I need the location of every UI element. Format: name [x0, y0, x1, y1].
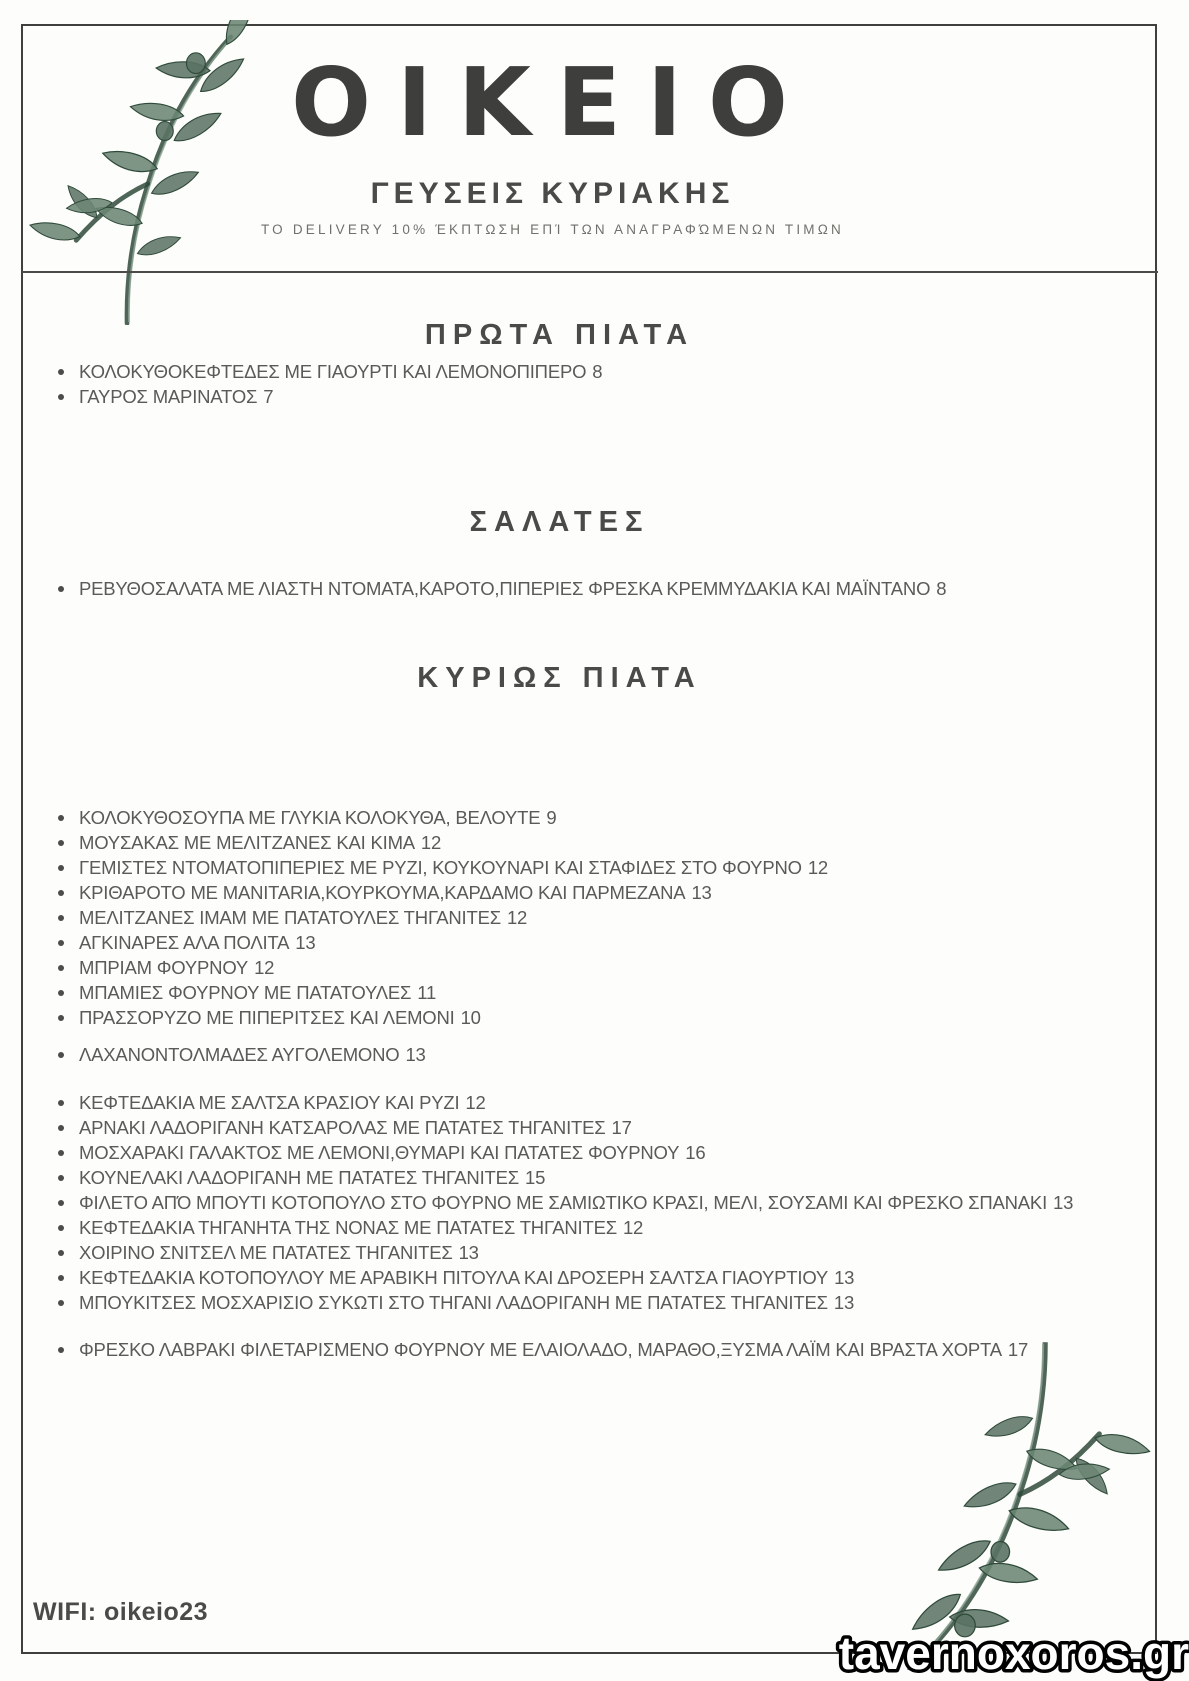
bullet-icon — [58, 1300, 64, 1306]
menu-item-name: ΜΟΣΧΑΡΑΚΙ ΓΑΛΑΚΤΟΣ ΜΕ ΛΕΜΟΝΙ,ΘΥΜΑΡΙ ΚΑΙ ΠΑΤΑΤΕΣ ΦΟΥΡΝΟΥ — [79, 1141, 680, 1163]
menu-item-name: ΛΑΧΑΝΟΝΤΟΛΜΑΔΕΣ ΑΥΓΟΛΕΜΟΝΟ — [79, 1043, 400, 1065]
menu-item — [58, 576, 1189, 601]
bullet-icon — [58, 890, 64, 896]
menu-item-name: ΚΕΦΤΕΔΑΚΙΑ ΚΟΤΟΠΟΥΛΟΥ ΜΕ ΑΡΑΒΙΚΗ ΠΙΤΟΥΛΑ ΚΑΙ ΔΡΟΣΕΡΗ ΣΑΛΤΣΑ ΓΙΑΟΥΡΤΙΟΥ — [79, 1266, 829, 1288]
menu-group — [0, 359, 1189, 409]
menu-group — [0, 576, 1189, 601]
menu-item — [58, 880, 1189, 905]
bullet-icon — [58, 915, 64, 921]
menu-section — [0, 315, 1189, 409]
wifi-label: WIFI: oikeio23 — [33, 1598, 209, 1626]
menu-group — [0, 1090, 1189, 1315]
bullet-icon — [58, 865, 64, 871]
menu-item-name: ΧΟΙΡΙΝΟ ΣΝΙΤΣΕΛ ΜΕ ΠΑΤΑΤΕΣ ΤΗΓΑΝΙΤΕΣ — [79, 1241, 453, 1263]
menu-item — [58, 1240, 1189, 1265]
menu-item-price: 12 — [465, 1091, 486, 1113]
section-heading: ΣΑΛΑΤΕΣ — [469, 506, 650, 538]
menu-item — [58, 955, 1189, 980]
menu-item-name: ΜΠΟΥΚΙΤΣΕΣ ΜΟΣΧΑΡΙΣΙΟ ΣΥΚΩΤΙ ΣΤΟ ΤΗΓΑΝΙ ΛΑΔΟΡΙΓΑΝΗ ΜΕ ΠΑΤΑΤΕΣ ΤΗΓΑΝΙΤΕΣ — [79, 1291, 828, 1313]
menu-item-name: ΜΠΡΙΑΜ ΦΟΥΡΝΟΥ — [79, 956, 249, 978]
section-groups — [0, 359, 1189, 409]
menu-item-name: ΦΙΛΕΤΟ ΑΠΌ ΜΠΟΥΤΙ ΚΟΤΟΠΟΥΛΟ ΣΤΟ ΦΟΥΡΝΟ ΜΕ ΣΑΜΙΩΤΙΚΟ ΚΡΑΣΙ, ΜΕΛΙ, ΣΟΥΣΑΜΙ ΚΑΙ ΦΡΕΣΚΟ ΣΠΑΝΑΚΙ — [79, 1191, 1048, 1213]
menu-item-price: 8 — [936, 577, 947, 599]
bullet-icon — [58, 1150, 64, 1156]
menu-item-name: ΡΕΒΥΘΟΣΑΛΑΤΑ ΜΕ ΛΙΑΣΤΗ ΝΤΟΜΑΤΑ,ΚΑΡΟΤΟ,ΠΙΠΕΡΙΕΣ ΦΡΕΣΚΑ ΚΡΕΜΜΥΔΑΚΙΑ ΚΑΙ ΜΑΪΝΤΑΝΟ — [79, 577, 931, 599]
restaurant-title: ΟΙΚΕΙΟ — [291, 49, 814, 158]
bullet-icon — [58, 1347, 64, 1353]
menu-item-price: 15 — [524, 1166, 546, 1188]
menu-item-price: 12 — [506, 906, 528, 928]
menu-item-name: ΓΑΥΡΟΣ ΜΑΡΙΝΑΤΟΣ — [79, 385, 258, 407]
menu-item-price: 13 — [295, 931, 316, 953]
menu-item-price: 13 — [691, 881, 712, 903]
menu-section — [0, 502, 1189, 601]
menu-item-price: 9 — [546, 806, 557, 828]
menu-item-price: 17 — [611, 1116, 632, 1138]
menu-item-price: 13 — [833, 1291, 855, 1313]
menu-item-name: ΑΡΝΑΚΙ ΛΑΔΟΡΙΓΑΝΗ ΚΑΤΣΑΡΟΛΑΣ ΜΕ ΠΑΤΑΤΕΣ ΤΗΓΑΝΙΤΕΣ — [79, 1116, 606, 1138]
bullet-icon — [58, 965, 64, 971]
menu-item-price: 12 — [807, 856, 828, 878]
menu-item-price: 10 — [460, 1006, 481, 1028]
menu-item-price: 12 — [254, 956, 275, 978]
menu-item — [58, 805, 1189, 830]
bullet-icon — [58, 1015, 64, 1021]
bullet-icon — [58, 990, 64, 996]
bullet-icon — [58, 586, 64, 592]
menu-subtitle: ΓΕΥΣΕΙΣ ΚΥΡΙΑΚΗΣ — [370, 177, 735, 211]
menu-item-price: 11 — [417, 981, 437, 1003]
menu-group — [0, 1337, 1189, 1362]
menu-item-price: 17 — [1007, 1338, 1029, 1360]
bullet-icon — [58, 840, 64, 846]
menu-item-price: 13 — [1053, 1191, 1074, 1213]
section-groups — [0, 805, 1189, 1362]
bullet-icon — [58, 1100, 64, 1106]
bullet-icon — [58, 1175, 64, 1181]
menu-item-price: 16 — [685, 1141, 706, 1163]
bullet-icon — [58, 940, 64, 946]
bullet-icon — [58, 1200, 64, 1206]
menu-item-name: ΜΟΥΣΑΚΑΣ ΜΕ ΜΕΛΙΤΖΑΝΕΣ ΚΑΙ ΚΙΜΑ — [79, 831, 415, 853]
menu-item-name: ΜΠΑΜΙΕΣ ΦΟΥΡΝΟΥ ΜΕ ΠΑΤΑΤΟΥΛΕΣ — [79, 981, 412, 1003]
menu-item — [58, 1265, 1189, 1290]
bullet-icon — [58, 1250, 64, 1256]
menu-item-name: ΠΡΑΣΣΟΡΥΖΟ ΜΕ ΠΙΠΕΡΙΤΣΕΣ ΚΑΙ ΛΕΜΟΝΙ — [79, 1006, 455, 1028]
menu-item-price: 13 — [834, 1266, 855, 1288]
menu-item — [58, 1090, 1189, 1115]
watermark-text: tavernoxoros.gr — [838, 1627, 1189, 1679]
menu-item-name: ΚΕΦΤΕΔΑΚΙΑ ΜΕ ΣΑΛΤΣΑ ΚΡΑΣΙΟΥ ΚΑΙ ΡΥΖΙ — [79, 1091, 460, 1113]
menu-item — [58, 1337, 1189, 1362]
watermark — [793, 1619, 1189, 1681]
menu-item — [58, 1290, 1189, 1315]
section-heading: ΠΡΩΤΑ ΠΙΑΤΑ — [424, 319, 695, 351]
bullet-icon — [58, 369, 64, 375]
delivery-tagline: ΤΟ DELIVERY 10% ΈΚΠΤΩΣΗ ΕΠΊ ΤΩΝ ΑΝΑΓΡΑΦΏΜΕΝΩΝ ΤΙΜΩΝ — [260, 222, 844, 238]
menu-item — [58, 855, 1189, 880]
menu-item-price: 7 — [263, 385, 274, 407]
menu-item-price: 12 — [622, 1216, 644, 1238]
menu-item-price: 8 — [592, 360, 603, 382]
menu-item — [58, 384, 1189, 409]
menu-item — [58, 1215, 1189, 1240]
menu-item — [58, 1190, 1189, 1215]
bullet-icon — [58, 1052, 64, 1058]
menu-item-name: ΚΕΦΤΕΔΑΚΙΑ ΤΗΓΑΝΗΤΑ ΤΗΣ ΝΟΝΑΣ ΜΕ ΠΑΤΑΤΕΣ ΤΗΓΑΝΙΤΕΣ — [79, 1216, 617, 1238]
menu-group — [0, 1042, 1189, 1067]
bullet-icon — [58, 1275, 64, 1281]
menu-item — [58, 1165, 1189, 1190]
menu-item — [58, 1005, 1189, 1030]
menu-item-name: ΑΓΚΙΝΑΡΕΣ ΑΛΑ ΠΟΛΙΤΑ — [79, 931, 290, 953]
bullet-icon — [58, 394, 64, 400]
menu-item-price: 13 — [458, 1241, 479, 1263]
menu-item-price: 13 — [405, 1043, 426, 1065]
menu-item — [58, 830, 1189, 855]
bullet-icon — [58, 1225, 64, 1231]
menu-item-name: ΦΡΕΣΚΟ ΛΑΒΡΑΚΙ ΦΙΛΕΤΑΡΙΣΜΕΝΟ ΦΟΥΡΝΟΥ ΜΕ ΕΛΑΙΟΛΑΔΟ, ΜΑΡΑΘΟ,ΞΥΣΜΑ ΛΑΪΜ ΚΑΙ ΒΡΑΣΤΑ ΧΟΡΤΑ — [79, 1338, 1002, 1360]
menu-item — [58, 905, 1189, 930]
menu-item — [58, 1042, 1189, 1067]
menu-item-name: ΓΕΜΙΣΤΕΣ ΝΤΟΜΑΤΟΠΙΠΕΡΙΕΣ ΜΕ ΡΥΖΙ, ΚΟΥΚΟΥΝΑΡΙ ΚΑΙ ΣΤΑΦΙΔΕΣ ΣΤΟ ΦΟΥΡΝΟ — [79, 856, 802, 878]
bullet-icon — [58, 1125, 64, 1131]
menu-group — [0, 805, 1189, 1030]
menu-item — [58, 359, 1189, 384]
menu-item-name: ΚΟΛΟΚΥΘΟΣΟΥΠΑ ΜΕ ΓΛΥΚΙΑ ΚΟΛΟΚΥΘΑ, ΒΕΛΟΥΤΕ — [79, 806, 541, 828]
menu-section — [0, 658, 1189, 1362]
menu-item-price: 12 — [420, 831, 442, 853]
menu-item — [58, 1115, 1189, 1140]
menu-item — [58, 980, 1189, 1005]
menu-item-name: ΚΡΙΘΑΡΟΤΟ ΜΕ MANITARIA,ΚΟΥΡΚΟΥΜΑ,ΚΑΡΔΑΜΟ ΚΑΙ ΠΑΡΜΕΖΑΝΑ — [79, 881, 686, 903]
section-groups — [0, 576, 1189, 601]
bullet-icon — [58, 815, 64, 821]
menu-item — [58, 930, 1189, 955]
menu-item — [58, 1140, 1189, 1165]
menu-item-name: ΚΟΥΝΕΛΑΚΙ ΛΑΔΟΡΙΓΑΝΗ ΜΕ ΠΑΤΑΤΕΣ ΤΗΓΑΝΙΤΕΣ — [79, 1166, 519, 1188]
menu-item-name: ΜΕΛΙΤΖΑΝΕΣ ΙΜΑΜ ΜΕ ΠΑΤΑΤΟΥΛΕΣ ΤΗΓΑΝΙΤΕΣ — [79, 906, 501, 928]
menu-item-name: ΚΟΛΟΚΥΘΟΚΕΦΤΕΔΕΣ ΜΕ ΓΙΑΟΥΡΤΙ ΚΑΙ ΛΕΜΟΝΟΠΙΠΕΡΟ — [79, 360, 587, 382]
section-heading: ΚΥΡΙΩΣ ΠΙΑΤΑ — [417, 662, 702, 694]
